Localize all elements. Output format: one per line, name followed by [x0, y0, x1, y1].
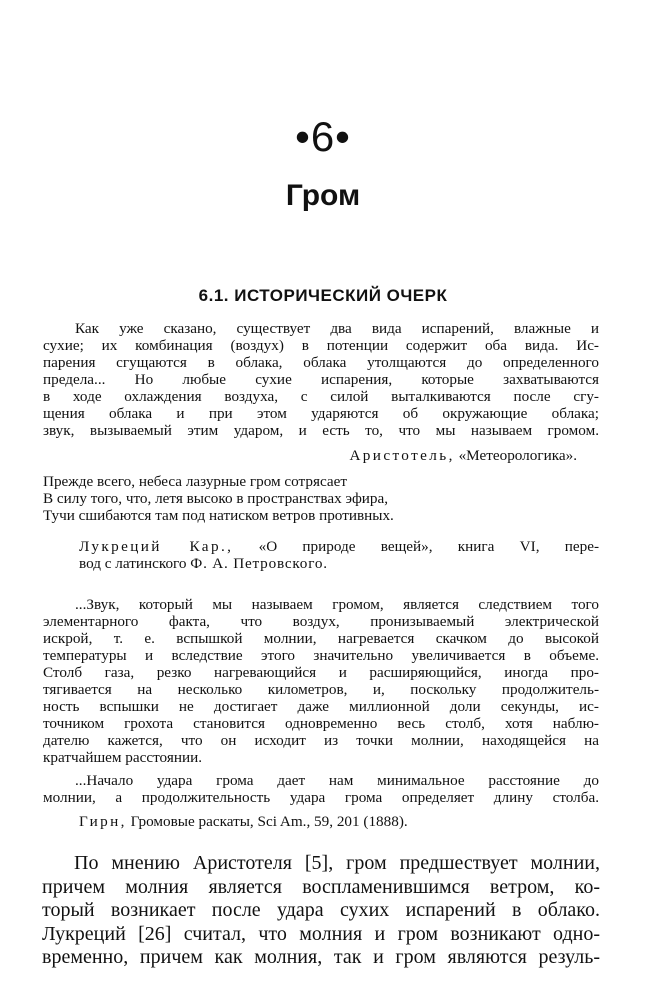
attribution-line [43, 555, 599, 572]
quote-line: сухие; их комбинация (воздух) в потенции содержит оба вида. Ис- [43, 337, 599, 354]
quote-line: точником грохота становится одновременно весь столб, хотя наблю- [43, 715, 599, 732]
quote-line: в ходе охлаждения воздуха, с силой выталкиваются после сгу- [43, 388, 599, 405]
attribution-aristotle [43, 447, 599, 464]
quote-line: дателю кажется, что он исходит из точки молнии, находящейся на [43, 732, 599, 749]
quote-line: элементарного факта, что воздух, пронизываемый электрической [43, 613, 599, 630]
chapter-title: Гром [285, 179, 361, 212]
chapter-number: •6• [295, 113, 351, 160]
epigraph-hirn [43, 596, 599, 766]
quote-line: искрой, т. е. вспышкой молнии, нагревается скачком до высокой [43, 630, 599, 647]
quote-line: кратчайшем расстоянии. [43, 749, 203, 766]
attribution-lucretius [43, 538, 599, 572]
body-paragraph [42, 852, 600, 970]
poem-line: Прежде всего, небеса лазурные гром сотрясает [43, 473, 348, 490]
author-name: Аристотель, [349, 447, 455, 464]
epigraph-lucretius [43, 473, 599, 524]
quote-line: температуры и вследствие этого значительно увеличивается в объеме. [43, 647, 599, 664]
quote-line: ...Начало удара грома дает нам минимальное расстояние до [75, 772, 599, 789]
body-line: Лукреций [26] считал, что молния и гром возникают одно- [42, 922, 600, 945]
quote-line: щения облака и при этом ударяются об окружающие облака; [43, 405, 599, 422]
quote-line: ность вспышки не достигает даже миллионной доли секунды, ис- [43, 698, 599, 715]
epigraph-aristotle [43, 320, 599, 439]
quote-line: Как уже сказано, существует два вида испарений, влажные и [75, 320, 599, 337]
source-text: «О природе вещей», книга VI, пере- [258, 538, 600, 555]
attribution-line [43, 538, 599, 555]
translator-name: Ф. А. Петровского. [190, 555, 328, 572]
quote-line: ...Звук, который мы называем громом, является следствием того [75, 596, 599, 613]
citation-text: Громовые раскаты, Sci Am., 59, 201 (1888). [130, 813, 408, 830]
body-line: торый возникает после удара сухих испарений в облако. [42, 899, 600, 922]
quote-line: молнии, а продолжительность удара грома определяет длину столба. [43, 789, 599, 806]
quote-line: тягивается на несколько километров, и, поскольку продолжитель- [43, 681, 599, 698]
quote-line: предела... Но любые сухие испарения, которые захватываются [43, 371, 599, 388]
epigraph-hirn-para2 [43, 772, 599, 806]
source-text: вод с латинского [79, 555, 187, 572]
work-title: «Метеорологика». [458, 447, 577, 464]
body-line: причем молния является воспламенившимся ветром, ко- [42, 875, 600, 898]
quote-line: Столб газа, резко нагревающийся и расширяющийся, иногда про- [43, 664, 599, 681]
section-heading: 6.1. ИСТОРИЧЕСКИЙ ОЧЕРК [198, 286, 448, 305]
body-line: временно, причем как молния, так и гром являются резуль- [42, 946, 600, 969]
quote-line: звук, вызываемый этим ударом, и есть то, что мы называем громом. [43, 422, 599, 439]
poem-line: В силу того, что, летя высоко в пространствах эфира, [43, 490, 389, 507]
author-name: Гирн, [79, 813, 127, 830]
poem-line: Тучи сшибаются там под натиском ветров противных. [43, 507, 394, 524]
body-line: По мнению Аристотеля [5], гром предшествует молнии, [74, 852, 600, 874]
author-name: Лукреций Кар., [79, 538, 234, 555]
attribution-hirn [43, 813, 599, 830]
quote-line: парения сгущаются в облака, облака утолщаются до определенного [43, 354, 599, 371]
